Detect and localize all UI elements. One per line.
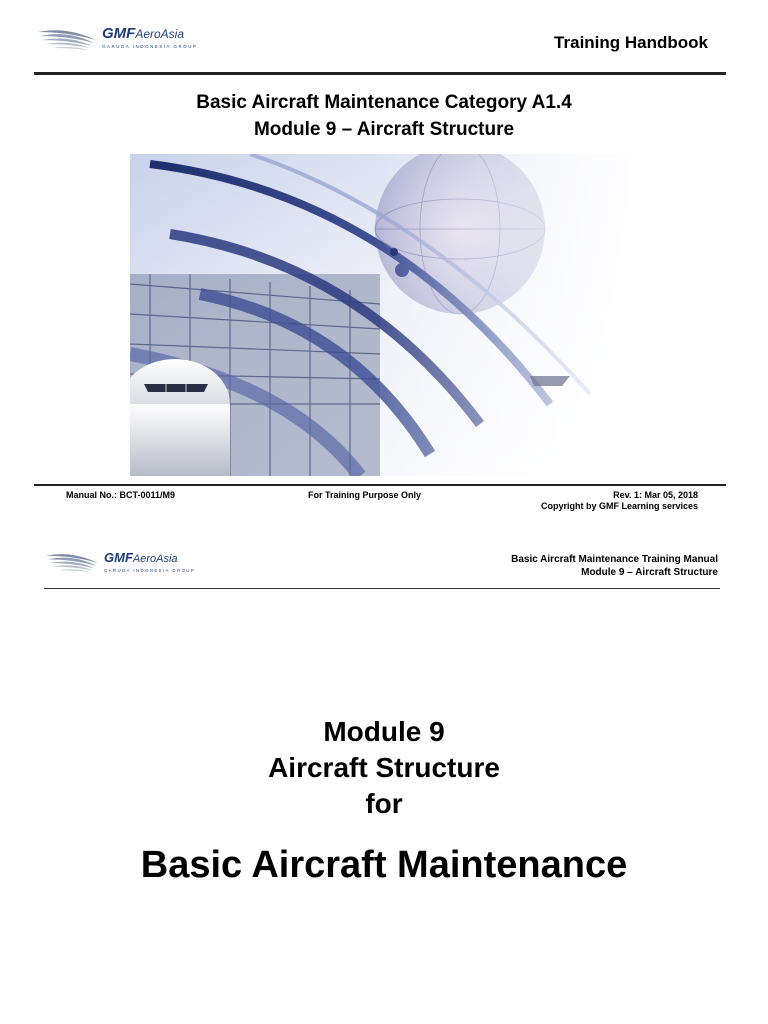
cover-image [130,154,634,476]
logo-subtitle: GARUDA INDONESIA GROUP [104,568,196,573]
cover-title: Basic Aircraft Maintenance Category A1.4 [196,92,572,113]
module-number-title: Module 9 [323,716,445,747]
handbook-label: Training Handbook [554,33,708,52]
logo-name: GMFAeroAsia [102,25,185,42]
logo-subtitle: GARUDA INDONESIA GROUP [102,44,198,49]
page-header-divider [44,588,720,589]
for-connector-title: for [365,788,403,819]
module-name-title: Aircraft Structure [268,752,500,783]
header-divider [34,72,726,75]
gmf-aeroasia-logo [36,26,198,54]
page-header-manual: Basic Aircraft Maintenance Training Manual [511,554,718,565]
course-title: Basic Aircraft Maintenance [140,844,628,886]
cover-subtitle: Module 9 – Aircraft Structure [253,119,515,140]
page-header-module: Module 9 – Aircraft Structure [581,567,718,578]
footer-divider [34,484,726,486]
training-purpose-note: For Training Purpose Only [308,490,422,500]
gmf-aeroasia-logo [44,550,195,576]
revision-date: Rev. 1: Mar 05, 2018 [613,490,698,500]
bird-wing-icon [44,550,100,576]
logo-name: GMFAeroAsia [104,550,178,565]
copyright-note: Copyright by GMF Learning services [540,501,698,511]
bird-wing-icon [36,26,98,54]
manual-number: Manual No.: BCT-0011/M9 [66,490,176,500]
